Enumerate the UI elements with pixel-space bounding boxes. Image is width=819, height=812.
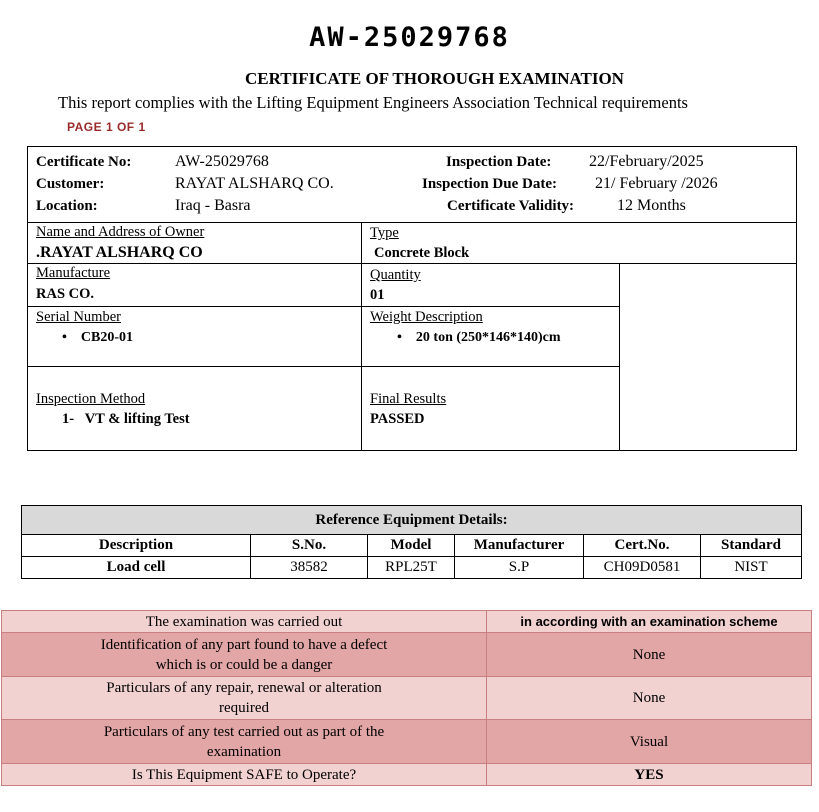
type-value: Concrete Block	[374, 245, 470, 261]
validity-label: Certificate Validity:	[447, 198, 575, 214]
validity-value: 12 Months	[617, 197, 686, 214]
exam-answer: None	[487, 677, 812, 720]
col-manufacturer: Manufacturer	[455, 535, 584, 557]
manufacture-value: RAS CO.	[36, 286, 95, 302]
ref-sno: 38582	[251, 557, 368, 579]
reference-header-row	[22, 535, 802, 557]
exam-question: The examination was carried out	[2, 611, 487, 633]
exam-question: Identification of any part found to have a defect which is or could be a danger	[2, 633, 487, 677]
result-value: PASSED	[370, 411, 425, 427]
ref-manufacturer: S.P	[455, 557, 584, 579]
compliance-statement: This report complies with the Lifting Equipment Engineers Association Technical requirements	[58, 93, 688, 112]
location-label: Location:	[36, 198, 98, 214]
table-row	[22, 557, 802, 579]
exam-question: Particulars of any test carried out as part of the examination	[2, 720, 487, 764]
inspection-date-label: Inspection Date:	[446, 154, 552, 170]
exam-question: Is This Equipment SAFE to Operate?	[2, 764, 487, 786]
method-label: Inspection Method	[36, 391, 146, 407]
col-sno: S.No.	[251, 535, 368, 557]
method-value: 1- VT & lifting Test	[62, 411, 190, 427]
quantity-value: 01	[370, 287, 385, 303]
table-row	[2, 720, 812, 764]
cert-no-label: Certificate No:	[36, 154, 132, 170]
serial-value: • CB20-01	[62, 330, 134, 345]
col-description: Description	[22, 535, 251, 557]
serial-label: Serial Number	[36, 309, 121, 325]
col-standard: Standard	[701, 535, 802, 557]
ref-certno: CH09D0581	[584, 557, 701, 579]
exam-answer: Visual	[487, 720, 812, 764]
location-value: Iraq - Basra	[175, 197, 251, 214]
cert-no-value: AW-25029768	[175, 153, 269, 170]
due-date-value: 21/ February /2026	[595, 175, 718, 192]
table-row	[2, 633, 812, 677]
customer-value: RAYAT ALSHARQ CO.	[175, 175, 334, 192]
examination-table	[1, 610, 812, 786]
exam-answer: YES	[487, 764, 812, 786]
certificate-code: AW-25029768	[309, 22, 510, 53]
ref-standard: NIST	[701, 557, 802, 579]
col-certno: Cert.No.	[584, 535, 701, 557]
reference-equipment-table	[21, 505, 802, 579]
exam-question: Particulars of any repair, renewal or alteration required	[2, 677, 487, 720]
table-row	[2, 677, 812, 720]
col-model: Model	[368, 535, 455, 557]
owner-label: Name and Address of Owner	[36, 224, 205, 240]
owner-value: .RAYAT ALSHARQ CO	[36, 244, 203, 261]
weight-value: • 20 ton (250*146*140)cm	[397, 330, 561, 345]
inspection-date-value: 22/February/2025	[589, 153, 704, 170]
weight-label: Weight Description	[370, 309, 483, 325]
result-label: Final Results	[370, 391, 447, 407]
table-row	[2, 611, 812, 633]
ref-model: RPL25T	[368, 557, 455, 579]
customer-label: Customer:	[36, 176, 105, 192]
type-label: Type	[370, 225, 399, 241]
manufacture-label: Manufacture	[36, 265, 111, 281]
table-row	[2, 764, 812, 786]
reference-title: Reference Equipment Details:	[22, 506, 802, 535]
document-title: CERTIFICATE OF THOROUGH EXAMINATION	[245, 69, 624, 88]
page-indicator: PAGE 1 OF 1	[67, 120, 146, 134]
due-date-label: Inspection Due Date:	[422, 176, 557, 192]
exam-answer: in according with an examination scheme	[487, 611, 812, 633]
exam-answer: None	[487, 633, 812, 677]
quantity-label: Quantity	[370, 267, 421, 283]
ref-description: Load cell	[22, 557, 251, 579]
